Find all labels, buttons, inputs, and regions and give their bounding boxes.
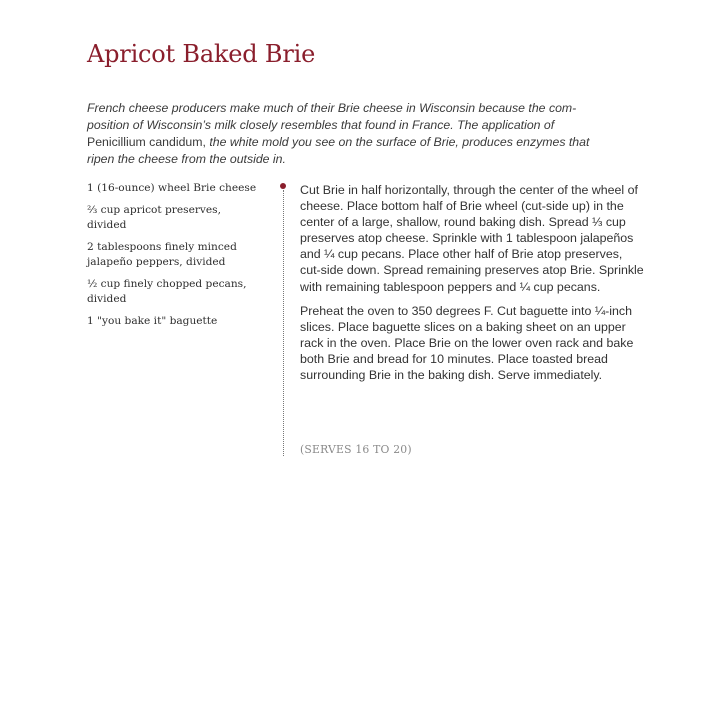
- ingredient-item: ½ cup finely chopped pecans, divided: [87, 278, 247, 305]
- recipe-title: Apricot Baked Brie: [87, 40, 316, 68]
- instruction-paragraph: Preheat the oven to 350 degrees F. Cut baguette into ¼-inch slices. Place baguette slices on a baking sheet on an upper rack in the oven. Place Brie on the lower oven rack and bake both Brie and bread for 10 minutes. Place toasted bread surrounding Brie in the baking dish. Serve immediately.: [300, 303, 634, 383]
- ingredient-item: 2 tablespoons finely minced jalapeño peppers, divided: [87, 241, 237, 268]
- ingredients-list: [87, 181, 262, 336]
- ingredient-item: 1 (16-ounce) wheel Brie cheese: [87, 182, 257, 194]
- ingredient-item: ⅔ cup apricot preserves, divided: [87, 204, 221, 231]
- instructions: [300, 182, 645, 391]
- column-divider: [283, 190, 284, 456]
- ingredient-item: 1 "you bake it" baguette: [87, 315, 218, 327]
- intro-text-2: Penicillium candidum,: [87, 135, 206, 149]
- intro-text-3: the white mold you see on the surface of Brie, produces enzymes that ripen the cheese from the outside in.: [87, 135, 590, 166]
- instruction-paragraph: Cut Brie in half horizontally, through the center of the wheel of cheese. Place bottom half of Brie wheel (cut-side up) in the center of a large, shallow, round baking dish. Spread ⅓ cup preserves atop cheese. Sprinkle with 1 tablespoon jalapeños and ¼ cup pecans. Place other half of Brie atop preserves, cut-side down. Spread remaining preserves atop Brie. Sprinkle with remaining tablespoon peppers and ¼ cup pecans.: [300, 183, 644, 294]
- recipe-intro: [87, 100, 607, 168]
- intro-text-1: French cheese producers make much of their Brie cheese in Wisconsin because the com-position of Wisconsin’s milk closely resembles that found in France. The application of: [87, 101, 577, 132]
- divider-dot-icon: [280, 183, 286, 189]
- serves-note: (SERVES 16 TO 20): [300, 443, 412, 456]
